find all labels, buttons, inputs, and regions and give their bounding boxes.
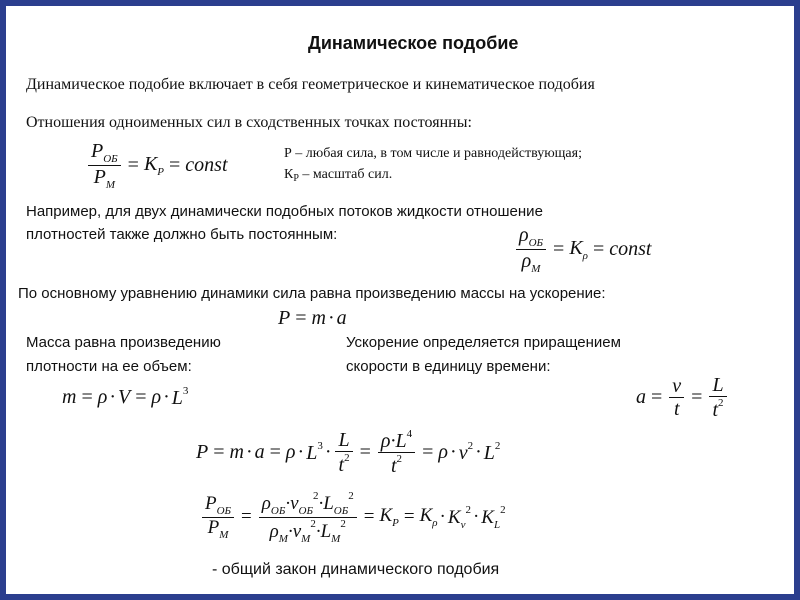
ratio-text: Отношения одноименных сил в сходственных точках постоянны:: [26, 114, 472, 131]
const-symbol: const: [185, 154, 228, 177]
general-law-formula: $\frac{P_{ОБ}}{P_М}$ = $\frac{\rho_{ОБ}\cdot v_{ОБ}^2\cdot L_{ОБ}^2}{\rho_М\cdot v_М^2\cdot L_М^2}$ = $K_P$ = $K_\rho$ · $K_v^2$ · $K_L^2$: [200, 490, 506, 545]
length-over-time-fraction: [709, 374, 726, 421]
force-note-subscript: Р: [293, 173, 299, 184]
fraction-denominator: $t^2$: [338, 451, 350, 476]
example-text-line2: плотностей также должно быть постоянным:: [26, 226, 338, 243]
fraction-numerator: $\rho_{ОБ}$: [516, 224, 546, 250]
density-scale-symbol: $K_\rho$: [569, 237, 588, 262]
force-scale-symbol: $K_P$: [143, 153, 165, 178]
force-fraction: [88, 140, 121, 191]
fraction-numerator: L: [335, 429, 352, 452]
acceleration-formula: a = $\frac{v}{t}$ = $\frac{L}{t^2}$: [636, 374, 729, 421]
mass-text-line2: плотности на ее объем:: [26, 358, 192, 375]
fraction-numerator: $\rho\cdot L^4$: [378, 428, 415, 453]
fraction-denominator: $P_М$: [93, 166, 116, 191]
density-length4-over-time-squared-fraction: [378, 428, 415, 477]
example-text-line1: Например, для двух динамически подобных потоков жидкости отношение: [26, 203, 543, 220]
fraction-denominator: $\rho_М$: [521, 250, 541, 275]
velocity-over-time-fraction: [669, 375, 684, 420]
force-note-symbol: К: [284, 167, 294, 182]
density-fraction: [516, 224, 546, 275]
force-note-line2: [284, 167, 392, 184]
newton-text: По основному уравнению динамики сила равна произведению массы на ускорение:: [18, 285, 606, 302]
fraction-numerator: $\rho_{ОБ}\cdot v_{ОБ}^2\cdot L_{ОБ}^2$: [259, 490, 357, 518]
mass-text-line1: Масса равна произведению: [26, 334, 221, 351]
fraction-denominator: t: [673, 397, 680, 420]
slide-title: Динамическое подобие: [308, 33, 519, 53]
intro-text: Динамическое подобие включает в себя геометрическое и кинематическое подобия: [26, 76, 595, 93]
const-symbol: const: [609, 238, 652, 261]
accel-text-line2: скорости в единицу времени:: [346, 358, 551, 375]
density-ratio-formula: $\frac{\rho_{ОБ}}{\rho_М}$ = $K_\rho$ = const: [514, 224, 651, 275]
force-fraction: [202, 494, 234, 541]
force-ratio-formula: $\frac{P_{ОБ}}{P_М}$ = $K_P$ = const: [86, 140, 228, 191]
fraction-denominator: $P_М$: [207, 516, 229, 541]
length-over-time-squared-fraction: [335, 429, 352, 476]
fraction-denominator: $t^2$: [390, 452, 403, 477]
fraction-numerator: v: [669, 375, 684, 398]
accel-text-line1: Ускорение определяется приращением: [346, 334, 621, 351]
mass-formula: m = ρ · V = ρ · $L^3$: [62, 385, 189, 409]
law-caption: - общий закон динамического подобия: [212, 561, 500, 578]
fraction-denominator: $\rho_М\cdot v_М^2\cdot L_М^2$: [269, 517, 346, 545]
force-expansion-formula: P = m · a = ρ · $L^3$ · $\frac{L}{t^2}$ = $\frac{\rho\cdot L^4}{t^2}$ = ρ · $v^2$ · $L^2$: [196, 428, 501, 477]
similarity-fraction: [259, 490, 357, 545]
newton-formula: P = m · a: [278, 307, 347, 329]
fraction-denominator: $t^2$: [712, 397, 724, 421]
fraction-numerator: L: [709, 374, 726, 397]
fraction-numerator: $P_{ОБ}$: [88, 140, 121, 166]
force-note-text: – масштаб сил.: [298, 167, 393, 182]
force-note-line1: Р – любая сила, в том числе и равнодействующая;: [284, 146, 582, 161]
fraction-numerator: $P_{ОБ}$: [202, 494, 234, 518]
